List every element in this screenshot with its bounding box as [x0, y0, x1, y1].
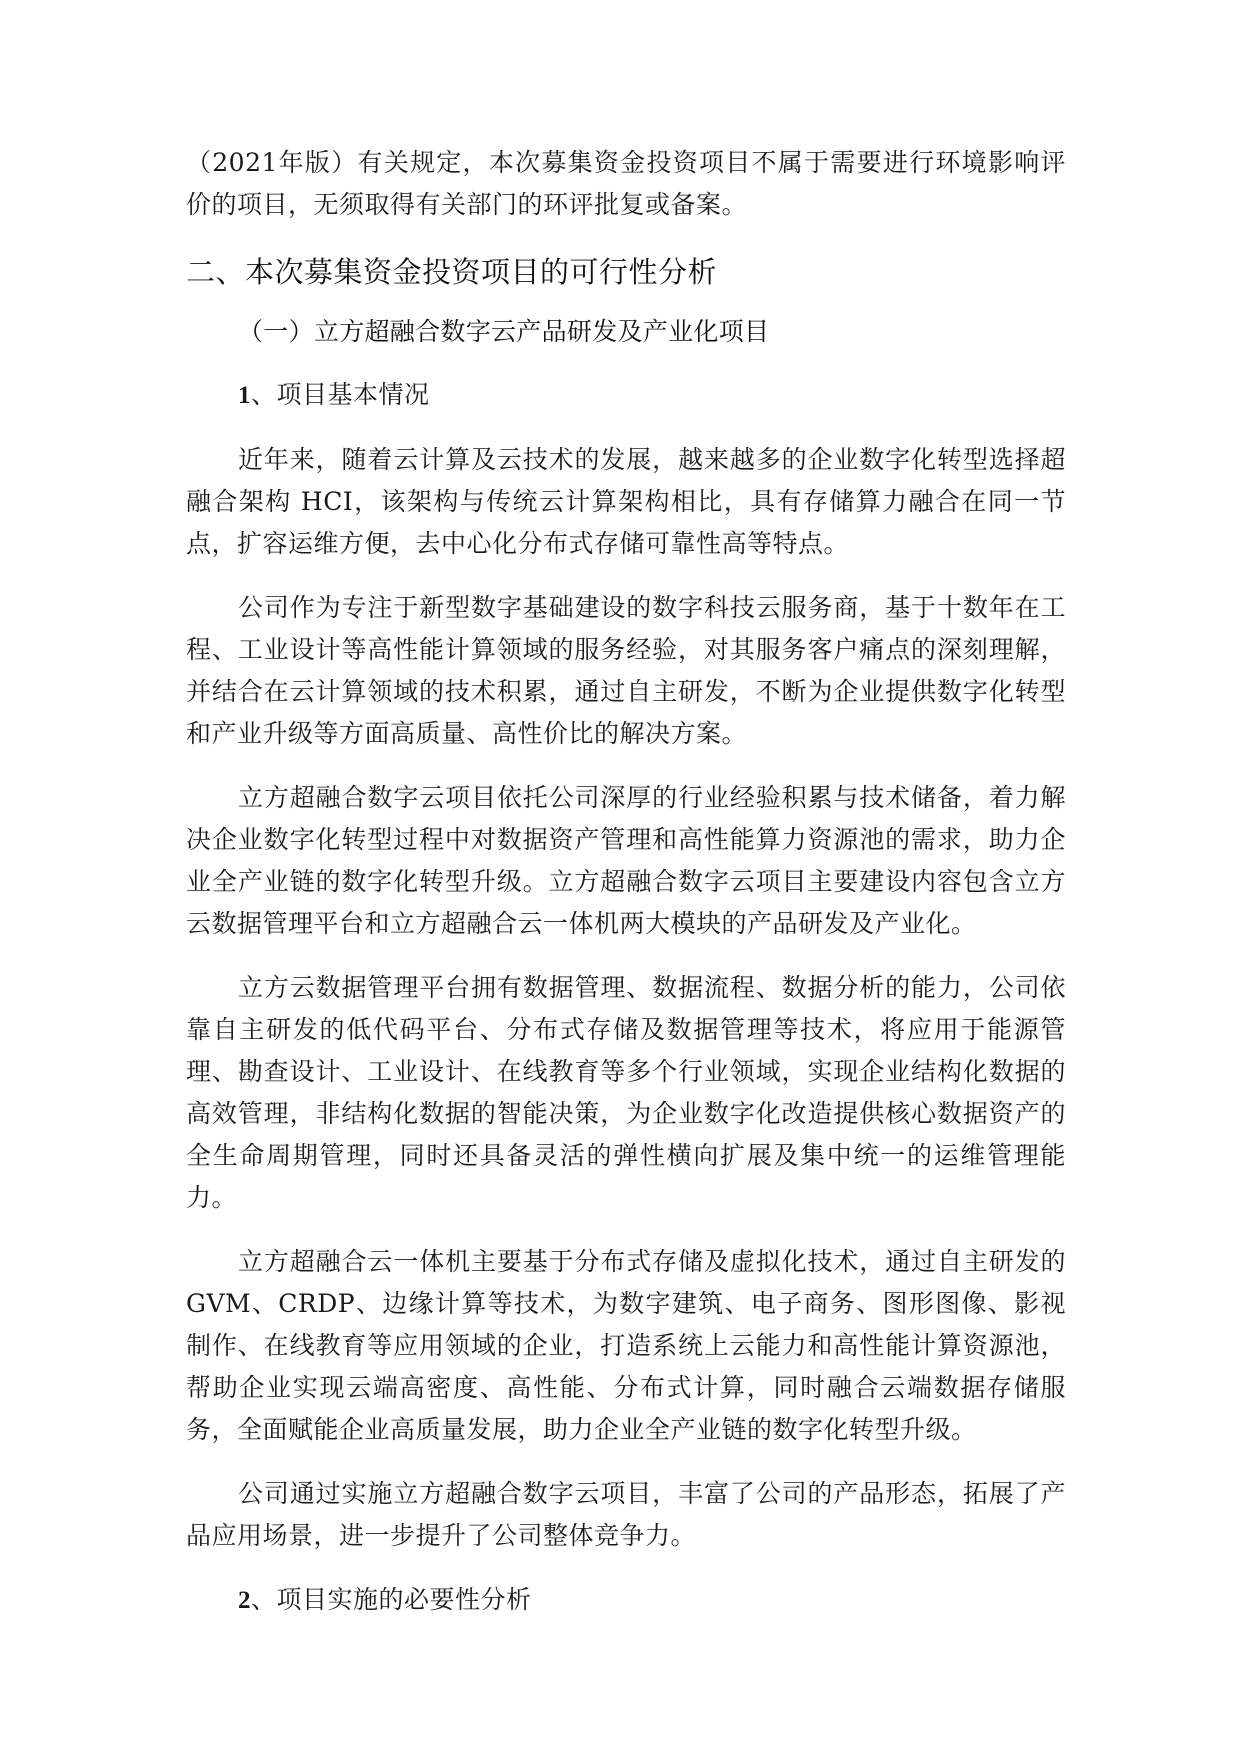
body-paragraph: 公司通过实施立方超融合数字云项目，丰富了公司的产品形态，拓展了产品应用场景，进一步提升了公司整体竞争力。 — [186, 1479, 1066, 1550]
page-content — [186, 142, 1066, 1622]
body-paragraph: 近年来，随着云计算及云技术的发展，越来越多的企业数字化转型选择超融合架构 HCI，该架构与传统云计算架构相比，具有存储算力融合在同一节点，扩容运维方便，去中心化分布式存储可靠性高等特点。 — [186, 445, 1066, 558]
body-paragraph: 公司作为专注于新型数字基础建设的数字科技云服务商，基于十数年在工程、工业设计等高性能计算领域的服务经验，对其服务客户痛点的深刻理解，并结合在云计算领域的技术积累，通过自主研发，不断为企业提供数字化转型和产业升级等方面高质量、高性价比的解决方案。 — [186, 593, 1066, 748]
subsection-heading: （一）立方超融合数字云产品研发及产业化项目 — [238, 317, 770, 346]
item-number: 1 — [238, 382, 251, 409]
item-label: 、项目基本情况 — [251, 380, 430, 409]
intro-paragraph: （2021年版）有关规定，本次募集资金投资项目不属于需要进行环境影响评价的项目，无须取得有关部门的环评批复或备案。 — [186, 148, 1066, 219]
item-heading-necessity — [186, 1579, 1066, 1622]
section-heading: 二、本次募集资金投资项目的可行性分析 — [186, 255, 718, 289]
item-number: 2 — [238, 1587, 251, 1614]
body-paragraph: 立方超融合云一体机主要基于分布式存储及虚拟化技术，通过自主研发的GVM、CRDP、边缘计算等技术，为数字建筑、电子商务、图形图像、影视制作、在线教育等应用领域的企业，打造系统上云能力和高性能计算资源池，帮助企业实现云端高密度、高性能、分布式计算，同时融合云端数据存储服务，全面赋能企业高质量发展，助力企业全产业链的数字化转型升级。 — [186, 1247, 1066, 1444]
item-label: 、项目实施的必要性分析 — [251, 1585, 532, 1614]
body-paragraph: 立方超融合数字云项目依托公司深厚的行业经验积累与技术储备，着力解决企业数字化转型过程中对数据资产管理和高性能算力资源池的需求，助力企业全产业链的数字化转型升级。立方超融合数字云项目主要建设内容包含立方云数据管理平台和立方超融合云一体机两大模块的产品研发及产业化。 — [186, 783, 1066, 938]
body-paragraph: 立方云数据管理平台拥有数据管理、数据流程、数据分析的能力，公司依靠自主研发的低代码平台、分布式存储及数据管理等技术，将应用于能源管理、勘查设计、工业设计、在线教育等多个行业领域，实现企业结构化数据的高效管理，非结构化数据的智能决策，为企业数字化改造提供核心数据资产的全生命周期管理，同时还具备灵活的弹性横向扩展及集中统一的运维管理能力。 — [186, 973, 1066, 1212]
item-heading-basic — [186, 374, 1066, 417]
